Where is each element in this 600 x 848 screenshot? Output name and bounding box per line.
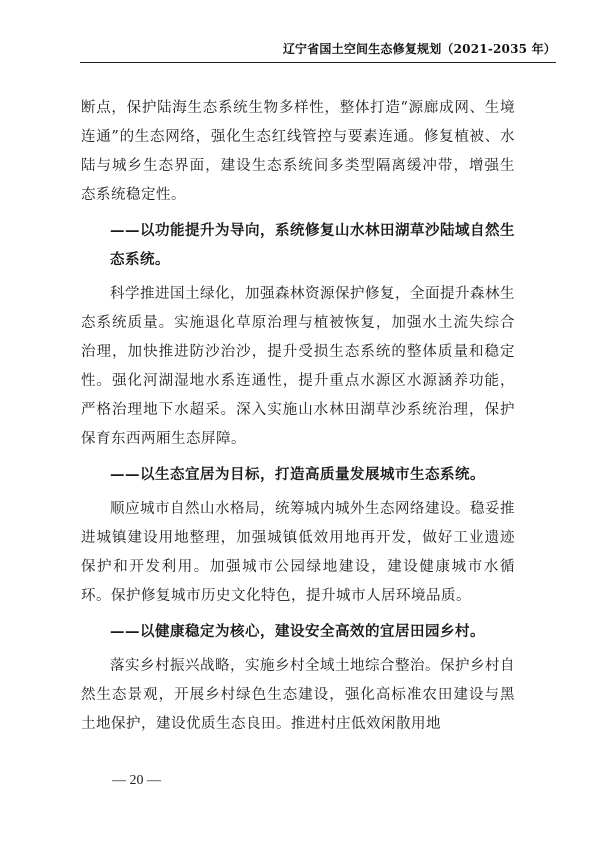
running-header: 辽宁省国土空间生态修复规划（2021-2035 年） <box>282 42 556 56</box>
paragraph-land-ecosystem: 科学推进国土绿化，加强森林资源保护修复，全面提升森林生态系统质量。实施退化草原治理与植被恢复，加强水土流失综合治理，加快推进防沙治沙，提升受损生态系统的整体质量和稳定性。强化河湖湿地水系连通性，提升重点水源区水源涵养功能，严格治理地下水超采。深入实施山水林田湖草沙系统治理，保护保育东西两厢生态屏障。 <box>81 286 515 447</box>
page-body <box>81 94 515 739</box>
section-heading-land-ecosystem: ——以功能提升为导向，系统修复山水林田湖草沙陆域自然生态系统。 <box>110 222 515 268</box>
section-heading-urban-ecosystem: ——以生态宜居为目标，打造高质量发展城市生态系统。 <box>110 466 485 483</box>
paragraph-continued: 断点，保护陆海生态系统生物多样性，整体打造“源廊成网、生境连通”的生态网络，强化生态红线管控与要素连通。修复植被、水陆与城乡生态界面，建设生态系统间多类型隔离缓冲带，增强生态系统稳定性。 <box>81 100 515 203</box>
page-number: — 20 — <box>112 773 161 788</box>
section-heading-rural-ecosystem: ——以健康稳定为核心，建设安全高效的宜居田园乡村。 <box>110 623 485 640</box>
header-rule <box>80 62 556 63</box>
paragraph-urban-ecosystem: 顺应城市自然山水格局，统筹城内城外生态网络建设。稳妥推进城镇建设用地整理，加强城镇低效用地再开发，做好工业遗迹保护和开发利用。加强城市公园绿地建设，建设健康城市水循环。保护修复城市历史文化特色，提升城市人居环境品质。 <box>81 501 515 604</box>
paragraph-rural-ecosystem: 落实乡村振兴战略，实施乡村全域土地综合整治。保护乡村自然生态景观，开展乡村绿色生态建设，强化高标准农田建设与黑土地保护，建设优质生态良田。推进村庄低效闲散用地 <box>81 658 515 732</box>
